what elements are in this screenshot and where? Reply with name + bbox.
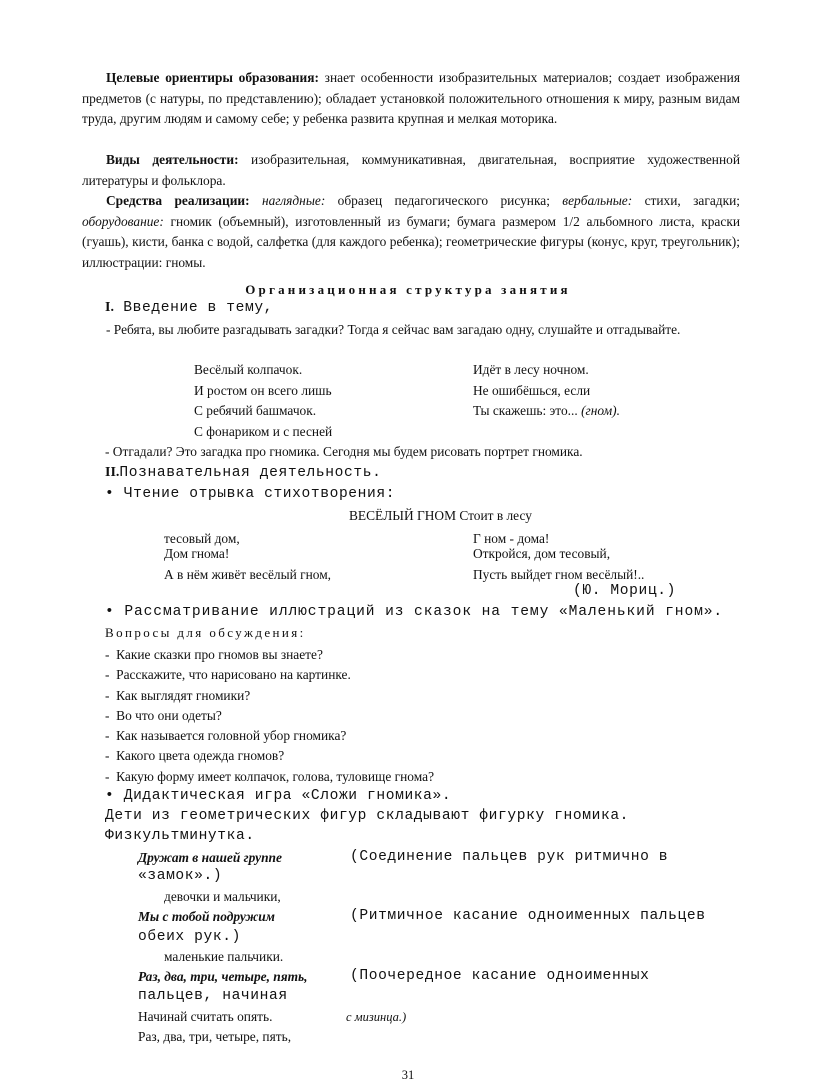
- poem-line: Г ном - дома!: [473, 531, 550, 546]
- poem-line: Откройся, дом тесовый,: [473, 546, 611, 561]
- list-item: - Как выглядят гномики?: [105, 687, 251, 703]
- exercise-verse-1: Дружат в нашей группе: [138, 850, 282, 865]
- game-text: Дети из геометрических фигур складывают фигурку гномика.: [105, 808, 630, 824]
- targets-paragraph: [82, 68, 740, 130]
- cognitive-numeral: II.: [105, 465, 120, 480]
- section-cognitive-heading: [105, 463, 381, 481]
- means-verbal-text: стихи, загадки;: [632, 193, 740, 208]
- physminute-title: Физкультминутка.: [105, 828, 255, 844]
- poem-line: А в нём живёт весёлый гном,: [164, 567, 332, 582]
- poem-line: Пусть выйдет гном весёлый!..: [473, 567, 645, 582]
- poem-heading: ВЕСЁЛЫЙ ГНОМ Стоит в лесу: [349, 508, 532, 523]
- riddle-right-column: [473, 360, 620, 422]
- exercise-verse-7: Раз, два, три, четыре, пять,: [138, 1029, 292, 1044]
- list-item: - Какие сказки про гномов вы знаете?: [105, 647, 323, 662]
- illustrations-title: • Рассматривание иллюстраций из сказок на тему «Маленький гном».: [105, 604, 724, 620]
- section-intro-heading: [105, 298, 273, 316]
- list-item: - Расскажите, что нарисовано на картинке.: [105, 667, 351, 683]
- list-item: - Как называется головной убор гномика?: [105, 728, 347, 744]
- poem-author: (Ю. Мориц.): [573, 583, 676, 599]
- exercise-verse-6: Начинай считать опять.: [138, 1009, 273, 1024]
- means-verbal-label: вербальные:: [562, 193, 633, 208]
- exercise-note-5: (Поочередное касание одноименных: [350, 968, 650, 984]
- intro-title: Введение в тему,: [113, 300, 274, 316]
- poem-left-column: [164, 531, 331, 582]
- exercise-note-1: (Соединение пальцев рук ритмично в: [350, 849, 669, 865]
- means-equipment-label: оборудование:: [82, 213, 164, 229]
- intro-dialogue: - Ребята, вы любите разгадывать загадки? Тогда я сейчас вам загадаю одну, слушайте и отгадывайте.: [106, 322, 681, 337]
- exercise-verse-3: Мы с тобой подружим: [138, 909, 275, 924]
- exercise-note-6: с мизинца.): [346, 1010, 407, 1024]
- exercise-note-5-cont: пальцев, начиная: [138, 988, 288, 1004]
- riddle-line: Ты скажешь: это...: [473, 403, 578, 418]
- exercise-verse-2: девочки и мальчики,: [164, 889, 281, 904]
- riddle-line: Весёлый колпачок.: [194, 362, 303, 377]
- riddle-line: С ребячий башмачок.: [194, 403, 317, 418]
- poem-right-column: [473, 531, 644, 582]
- structure-title: Организационная структура занятия: [245, 282, 571, 297]
- list-item: - Какого цвета одежда гномов?: [105, 748, 285, 764]
- exercise-note-3: (Ритмичное касание одноименных пальцев: [350, 908, 706, 924]
- activities-paragraph: [82, 150, 740, 191]
- riddle-left-column: [194, 360, 332, 442]
- riddle-line: С фонариком и с песней: [194, 423, 333, 439]
- means-label: Средства реализации:: [106, 193, 250, 208]
- riddle-line: Идёт в лесу ночном.: [473, 362, 589, 377]
- exercise-note-3-cont: обеих рук.): [138, 929, 241, 945]
- activities-label: Виды деятельности:: [106, 152, 239, 167]
- means-visual-label: наглядные:: [261, 193, 326, 208]
- means-paragraph: [82, 191, 740, 273]
- riddle-line: Не ошибёшься, если: [473, 382, 591, 398]
- questions-title: Вопросы для обсуждения:: [105, 625, 306, 640]
- page-number: 31: [401, 1068, 415, 1082]
- exercise-verse-5: Раз, два, три, четыре, пять,: [138, 969, 308, 984]
- exercise-note-1-cont: «замок».): [138, 868, 223, 884]
- targets-text: знает особенности изобразительных материалов; создает изображения предметов (с натуры, по представлению); обладает установкой положительного отношения к миру, разным видам труда, другим людям и самому себе; у ребенка развита крупная и мелкая моторика.: [82, 70, 740, 126]
- poem-line: Дом гнома!: [164, 546, 230, 561]
- means-equipment-text: гномик (объемный), изготовленный из бумаги; бумага размером 1/2 альбомного листа, краски (гуашь), кисти, банка с водой, салфетка (для каждого ребенка); геометрические фигуры (конус, круг, треугольник); иллюстрации: гномы.: [82, 213, 740, 270]
- riddle-answer: (гном).: [577, 403, 620, 418]
- activities-text: изобразительная, коммуникативная, двигательная, восприятие художественной литературы и фольклора.: [82, 152, 741, 188]
- means-visual-text: образец педагогического рисунка;: [325, 193, 563, 208]
- questions-list: [105, 645, 434, 787]
- list-item: - Во что они одеты?: [105, 707, 222, 723]
- intro-numeral: I.: [105, 300, 114, 315]
- poem-line: тесовый дом,: [164, 531, 240, 546]
- guess-line: - Отгадали? Это загадка про гномика. Сегодня мы будем рисовать портрет гномика.: [105, 444, 583, 459]
- game-title: • Дидактическая игра «Сложи гномика».: [105, 788, 452, 804]
- reading-title: • Чтение отрывка стихотворения:: [105, 486, 396, 502]
- riddle-line: И ростом он всего лишь: [194, 382, 332, 398]
- exercise-verse-4: маленькие пальчики.: [164, 949, 284, 964]
- cognitive-title: Познавательная деятельность.: [119, 465, 382, 481]
- list-item: - Какую форму имеет колпачок, голова, туловище гнома?: [105, 768, 435, 784]
- targets-label: Целевые ориентиры образования:: [106, 70, 319, 85]
